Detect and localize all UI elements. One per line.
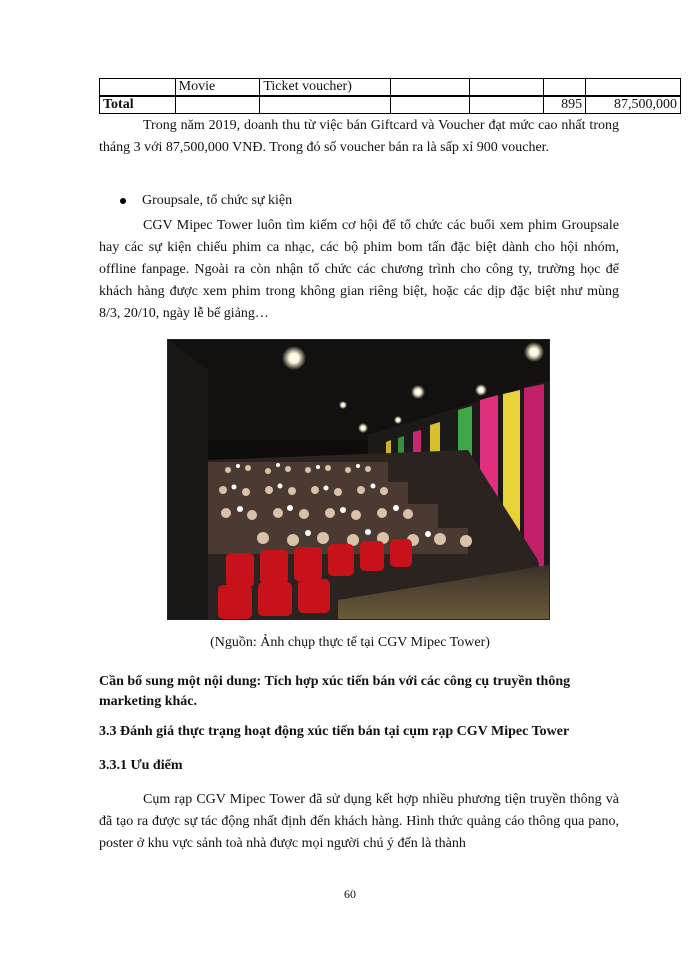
voucher-sales-table xyxy=(99,78,681,114)
paragraph-groupsale: CGV Mipec Tower luôn tìm kiếm cơ hội để tổ chức các buổi xem phim Groupsale hay các sự kiện chiếu phim ca nhạc, các bộ phim bom tấn đặc biệt dành cho hội nhóm, offline fanpage. Ngoài ra còn nhận tổ chức các chương trình cho công ty, trường học để khách hàng được xem phim trong không gian riêng biệt, hoặc các dịp đặc biệt như mùng 8/3, 20/10, ngày lễ bế giảng… xyxy=(99,218,619,321)
paragraph-revenue: Trong năm 2019, doanh thu từ việc bán Giftcard và Voucher đạt mức cao nhất trong tháng 3 với 87,500,000 VNĐ. Trong đó số voucher bán ra là sấp xỉ 900 voucher. xyxy=(99,118,619,155)
total-label: Total xyxy=(100,96,176,114)
table-cell xyxy=(175,96,260,114)
table-cell: Movie xyxy=(175,79,260,97)
table-cell xyxy=(543,79,585,97)
table-row xyxy=(100,79,681,97)
photo-caption: (Nguồn: Ảnh chụp thực tế tại CGV Mipec Tower) xyxy=(210,635,490,650)
paragraph-advantages: Cụm rạp CGV Mipec Tower đã sử dụng kết hợp nhiều phương tiện truyền thông và đã tạo ra được sự tác động nhất định đến khách hàng. Hình thức quảng cáo thông qua pano, poster ở khu vực sảnh toà nhà được mọi người chú ý đến là thành xyxy=(99,792,619,851)
total-revenue: 87,500,000 xyxy=(586,96,681,114)
table-cell xyxy=(470,96,544,114)
table-row-total xyxy=(100,96,681,114)
table-cell: Ticket voucher) xyxy=(260,79,391,97)
total-quantity: 895 xyxy=(543,96,585,114)
table-cell xyxy=(100,79,176,97)
bullet-groupsale: Groupsale, tổ chức sự kiện xyxy=(142,193,293,208)
table-cell xyxy=(586,79,681,97)
cinema-audience-photo xyxy=(167,339,550,620)
heading-3-3-1: 3.3.1 Ưu điểm xyxy=(99,758,183,773)
table-cell xyxy=(391,79,470,97)
table-cell xyxy=(260,96,391,114)
table-cell xyxy=(470,79,544,97)
note-bold: Cần bổ sung một nội dung: Tích hợp xúc tiến bán với các công cụ truyền thông marketing khác. xyxy=(99,674,571,709)
table-cell xyxy=(391,96,470,114)
page-number: 60 xyxy=(344,887,356,901)
heading-3-3: 3.3 Đánh giá thực trạng hoạt động xúc tiến bán tại cụm rạp CGV Mipec Tower xyxy=(99,724,570,739)
cinema-photo-illustration xyxy=(168,340,549,619)
bullet-icon xyxy=(120,198,126,204)
